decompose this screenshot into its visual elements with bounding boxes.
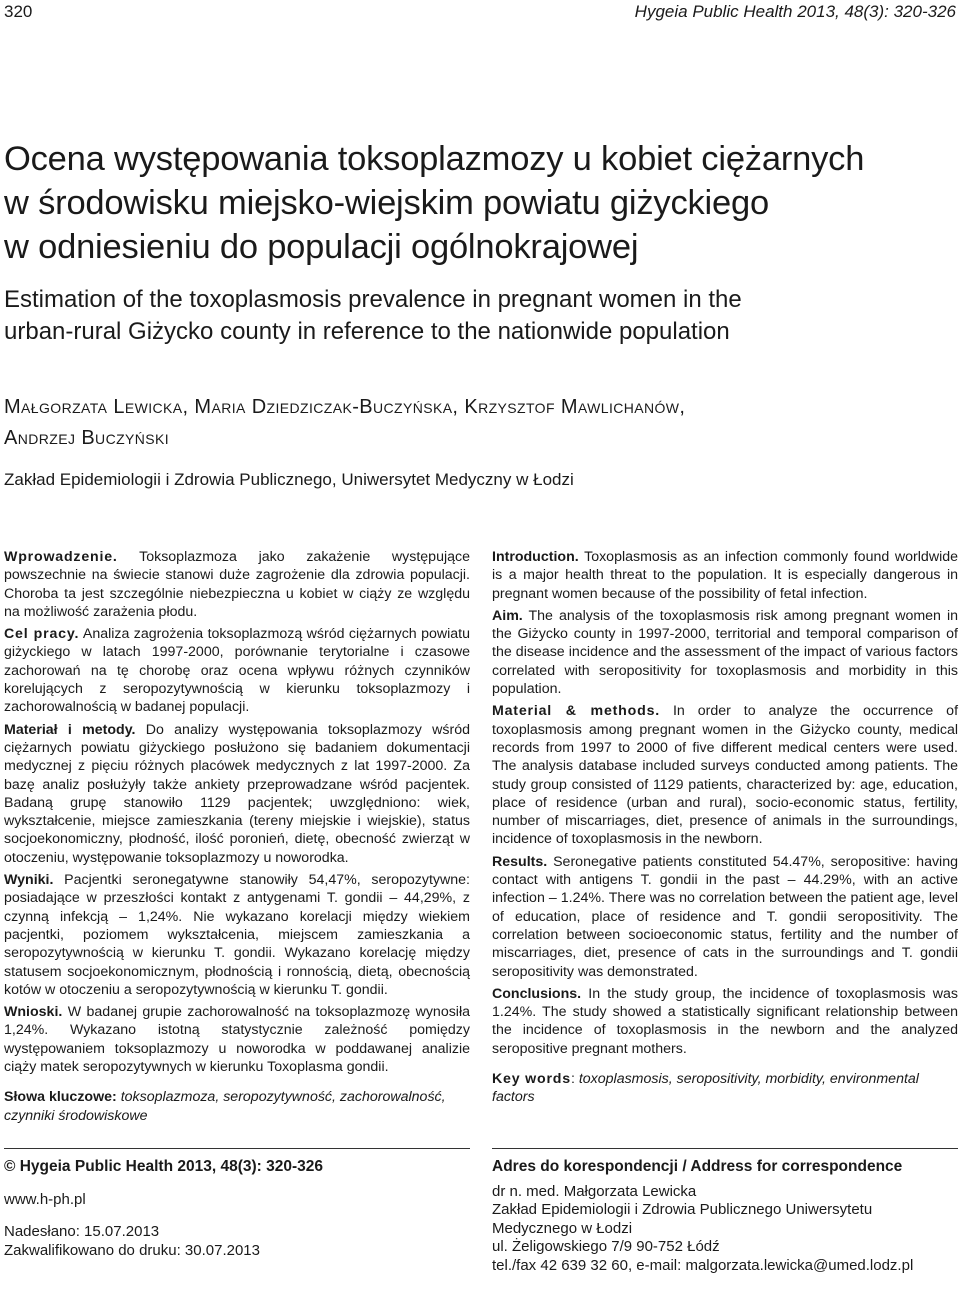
author-list [4,392,954,454]
section-text: Toxoplasmosis as an infection commonly found worldwide is a major health threat to the population. It is especially dangerous in pregnant women because of the possibility of fetal infection. [492,549,958,602]
keywords-text: toksoplazmoza, seropozytywność, zachorowalność, czynniki środowiskowe [4,1089,446,1124]
copyright-line: © Hygeia Public Health 2013, 48(3): 320-326 [4,1158,323,1175]
authors-line: Andrzej Buczyński [4,427,170,449]
section-text: Seronegative patients constituted 54.47%, seropositive: having contact with antigens T. gondii in the past – 44.29%, with an active infection – 1.24%. There was no correlation between the patient age, level of education, place of residence and T. gondii seropositivity. The correlation between socioeconomic status, fertility and the number of miscarriages, diet, presence of cats in the surroundings and T. gondii seropositivity was demonstrated. [492,853,958,980]
submitted-date: Nadesłano: 15.07.2013 [4,1223,160,1240]
keywords-polish [4,1088,470,1125]
title-polish-line: w odniesieniu do populacji ogólnokrajowej [4,228,639,266]
abstract-pl-conclusions [4,1003,470,1076]
section-text: The analysis of the toxoplasmosis risk among pregnant women in the Giżycko county in 1997-2000, territorial and temporal comparison of the disease incidence and the assessment of the impact of various factors correlated with seropositivity for toxoplasmosis and morbidity in this population. [492,607,958,698]
correspondence-address [492,1158,958,1275]
abstract-pl-introduction [4,548,470,621]
abstract-en-introduction [492,548,958,603]
section-label: Conclusions. [492,985,582,1002]
street-address: ul. Żeligowskiego 7/9 90-752 Łódź [492,1238,720,1255]
publication-info [4,1158,470,1260]
title-polish-line: w środowisku miejsko-wiejskim powiatu giżyckiego [4,184,769,222]
correspondent-name: dr n. med. Małgorzata Lewicka [492,1182,697,1200]
title-polish-line: Ocena występowania toksoplazmozy u kobiet ciężarnych [4,140,865,178]
journal-reference: Hygeia Public Health 2013, 48(3): 320-326 [634,2,956,21]
website-link[interactable]: www.h-ph.pl [4,1190,86,1208]
title-english-line: Estimation of the toxoplasmosis prevalence in pregnant women in the [4,286,742,313]
abstract-english [492,548,958,1111]
abstract-en-results [492,853,958,981]
footer-divider-left [4,1148,470,1149]
affiliation: Zakład Epidemiologii i Zdrowia Publicznego, Uniwersytet Medyczny w Łodzi [4,470,574,489]
section-text: Toksoplazmoza jako zakażenie występujące powszechnie na świecie stanowi duże zagrożenie dla zdrowia populacji. Choroba ta jest szczególnie niebezpieczna u kobiet w ciąży ze względu na możliwość zarażenia płodu. [4,549,470,620]
section-text: In order to analyze the occurrence of toxoplasmosis among pregnant women in the Giżycko county, medical records from 1997 to 2000 of five different medical centers were used. The analysis database included surveys conducted among patients. The study group consisted of 1129 patients, characterized by: age, education, place of residence (urban and rural), socio-economic status, fertility, number of miscarriages, diet, presence of animals in the surroundings, incidence of toxoplasmosis in the newborn. [492,703,959,848]
section-label: Material & methods. [492,703,661,720]
section-label: Aim. [492,607,523,624]
section-text: Analiza zagrożenia toksoplazmozą wśród ciężarnych powiatu giżyckiego w latach 1997-2000, porównanie terytorialne i czasowe zachorowań na tę chorobę oraz ocena wpływu różnych czynników korelujących z seropozytywnością w kierunku toksoplazmozy i zachorowalnością w badanej populacji. [4,626,470,716]
running-header [4,2,956,24]
title-polish [4,137,954,269]
abstract-pl-methods [4,721,470,867]
abstract-en-aim [492,607,958,698]
section-text: W badanej grupie zachorowalność na toksoplazmozę wynosiła 1,24%. Wykazano istotną statystycznie zależność pomiędzy występowaniem toksoplazmozy u noworodka w poddawanej analizie ciąży matek seropozytywnych w kierunku Toxoplasma gondii. [4,1004,470,1076]
keywords-colon: : [570,1071,579,1088]
abstract-en-conclusions [492,985,958,1058]
keywords-text: toxoplasmosis, seropositivity, morbidity, environmental factors [492,1071,919,1106]
department-line: Medycznego w Łodzi [492,1219,633,1237]
footer-divider-right [492,1148,958,1149]
abstract-en-methods [492,702,958,848]
abstract-polish [4,548,470,1129]
department-line: Zakład Epidemiologii i Zdrowia Publicznego Uniwersytetu [492,1201,873,1218]
contact-line: tel./fax 42 639 32 60, e-mail: malgorzata.lewicka@umed.lodz.pl [492,1256,914,1274]
correspondence-heading: Adres do korespondencji / Address for correspondence [492,1158,903,1175]
section-label: Wnioski. [4,1004,63,1021]
keywords-english [492,1070,958,1107]
page-number: 320 [4,2,33,21]
section-label: Cel pracy. [4,626,80,643]
section-label: Results. [492,853,548,870]
title-english [4,284,954,347]
section-text: In the study group, the incidence of toxoplasmosis was 1.24%. The study showed a statistically significant relationship between the incidence of toxoplasmosis in the newborn and the analyzed seropositive pregnant mothers. [492,985,958,1057]
section-text: Pacjentki seronegatywne stanowiły 54,47%, seropozytywne: posiadające w przeszłości kontakt z antygenami T. gondii – 44,29%, z czynną infekcją – 1,24%. Nie wykazano korelacji między wiekiem pacjentki, poziomem wykształcenia, miejscem zamieszkania a seropozytywnością w kierunku T. gondii. Wykazano korelację między statusem socjoekonomicznym, płodnością i ronnością, dietą, obecnością kotów w otoczeniu a seropozytywnością w kierunku T. gondii. [4,872,470,998]
section-label: Materiał i metody. [4,721,136,738]
section-text: Do analizy występowania toksoplazmozy wśród ciężarnych powiatu giżyckiego posłużono się badaniem dokumentacji medycznej z pięciu różnych placówek medycznych z lat 1997-2000. Za bazę analiz posłużyły także ankiety przeprowadzane wśród pacjentek. Badaną grupę stanowiło 1129 pacjentek; uwzględniono: wiek, wykształcenie, miejsce zamieszkania (tereny miejskie i wiejskie), status socjoekonomiczny, płodność, ilość poronień, dietę, obecność zwierząt w otoczeniu, występowanie toksoplazmozy u noworodka. [4,721,470,866]
abstract-pl-results [4,871,470,999]
accepted-date: Zakwalifikowano do druku: 30.07.2013 [4,1241,260,1259]
keywords-label: Słowa kluczowe: [4,1089,117,1106]
title-english-line: urban-rural Giżycko county in reference to the nationwide population [4,317,730,345]
section-label: Introduction. [492,549,579,565]
section-label: Wprowadzenie. [4,549,118,565]
authors-line: Małgorzata Lewicka, Maria Dziedziczak-Buczyńska, Krzysztof Mawlichanów, [4,396,686,418]
section-label: Wyniki. [4,872,54,889]
keywords-label: Key words [492,1071,571,1088]
abstract-pl-aim [4,625,470,716]
